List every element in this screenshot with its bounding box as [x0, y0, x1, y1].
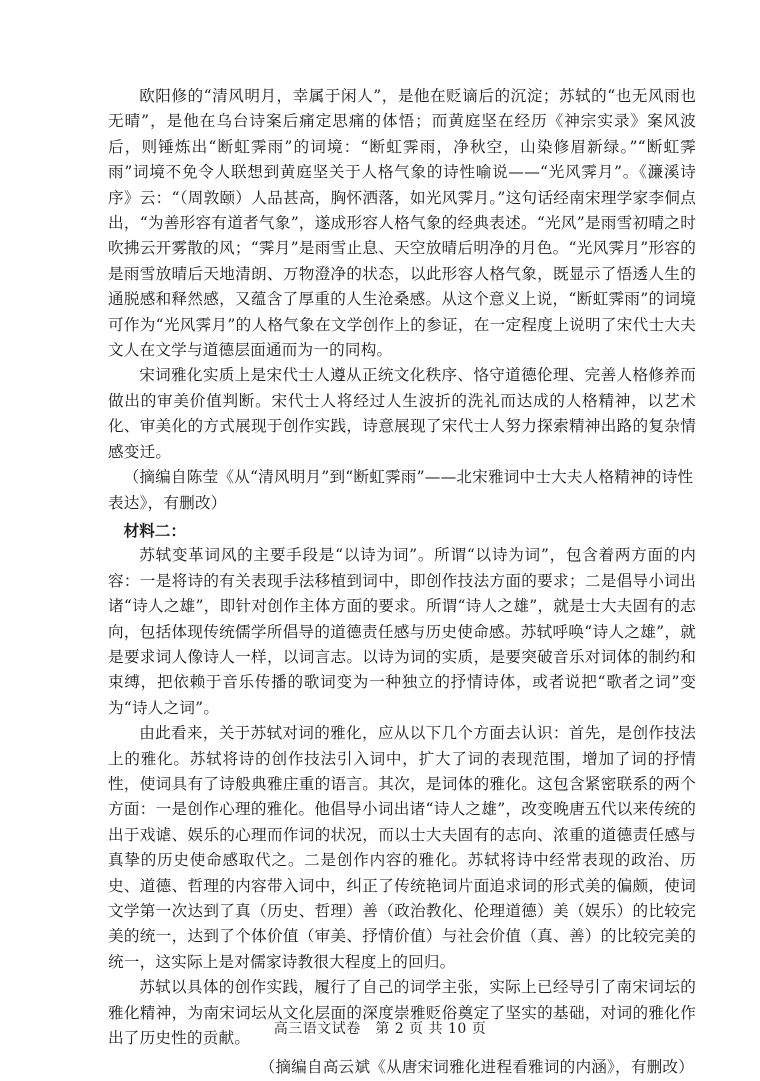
material-one-paragraph-2: 宋词雅化实质上是宋代士人遵从正统文化秩序、恪守道德伦理、完善人格修养而做出的审美价值判断。宋代士人将经过人生波折的洗礼而达成的人格精神，以艺术化、审美化的方式展现于创作实践，诗意展现了宋代士人努力探索精神出路的复杂情感变迁。 [108, 366, 696, 461]
material-one-source: （摘编自陈莹《从“清风明月”到“断虹霁雨”——北宋雅词中士大夫人格精神的诗性表达》，有删改） [108, 468, 694, 512]
material-two-paragraph-1: 苏轼变革词风的主要手段是“以诗为词”。所谓“以诗为词”，包含着两方面的内容：一是将诗的有关表现手法移植到词中，即创作技法方面的要求；二是倡导小词出诸“诗人之雄”，即针对创作主体方面的要求。所谓“诗人之雄”，就是士大夫固有的志向，包括体现传统儒学所倡导的道德责任感与历史使命感。苏轼呼唤“诗人之雄”，就是要求词人像诗人一样，以词言志。以诗为词的实质，是要突破音乐对词体的制约和束缚，把依赖于音乐传播的歌词变为一种独立的抒情诗体，或者说把“歌者之词”变为“诗人之词”。 [108, 546, 696, 717]
material-two-source: （摘编自高云斌《从唐宋词雅化进程看雅词的内涵》，有删改） [259, 1058, 694, 1077]
material-two-paragraph-3: 苏轼以具体的创作实践，履行了自己的词学主张，实际上已经导引了南宋词坛的雅化精神，为南宋词坛从文化层面的深度崇雅贬俗奠定了坚实的基础，对词的雅化作出了历史性的贡献。 [108, 978, 696, 1048]
page-footer: 高三语文试卷 第 2 页 共 10 页 [273, 1021, 487, 1037]
material-one [108, 84, 696, 516]
material-two-heading: 材料二： [123, 520, 186, 540]
material-one-paragraph-1: 欧阳修的“清风明月，幸属于闲人”，是他在贬谪后的沉淀；苏轼的“也无风雨也无晴”，是他在乌台诗案后痛定思痛的体悟；而黄庭坚在经历《神宗实录》案风波后，则锤炼出“断虹霁雨”的词境：“断虹霁雨，净秋空，山染修眉新绿。”“断虹霁雨”词境不免令人联想到黄庭坚关于人格气象的诗性喻说——“光风霁月”。《濂溪诗序》云：“（周敦颐）人品甚高，胸怀洒落，如光风霁月。”这句话经南宋理学家李侗点出，“为善形容有道者气象”，遂成形容人格气象的经典表述。“光风”是雨雪初晴之时吹拂云开雾散的风；“霁月”是雨雪止息、天空放晴后明净的月色。“光风霁月”形容的是雨雪放晴后天地清朗、万物澄净的状态，以此形容人格气象，既显示了悟透人生的通脱感和释然感，又蕴含了厚重的人生沧桑感。从这个意义上说，“断虹霁雨”的词境可作为“光风霁月”的人格气象在文学创作上的参证，在一定程度上说明了宋代士大夫文人在文学与道德层面通而为一的同构。 [108, 87, 696, 360]
material-two-paragraph-2: 由此看来，关于苏轼对词的雅化，应从以下几个方面去认识：首先，是创作技法上的雅化。苏轼将诗的创作技法引入词中，扩大了词的表现范围，增加了词的抒情性，使词具有了诗般典雅庄重的语言。其次，是词体的雅化。这包含紧密联系的两个方面：一是创作心理的雅化。他倡导小词出诸“诗人之雄”，改变晚唐五代以来传统的出于戏谑、娱乐的心理而作词的状况，而以士大夫固有的志向、浓重的道德责任感与真挚的历史使命感取代之。二是创作内容的雅化。苏轼将诗中经常表现的政治、历史、道德、哲理的内容带入词中，纠正了传统艳词片面追求词的形式美的偏颇，使词文学第一次达到了真（历史、哲理）善（政治教化、伦理道德）美（娱乐）的比较完美的统一，达到了个体价值（审美、抒情价值）与社会价值（真、善）的比较完美的统一，这实际上是对儒家诗教很大程度上的回归。 [108, 724, 696, 971]
material-two [108, 518, 696, 1081]
